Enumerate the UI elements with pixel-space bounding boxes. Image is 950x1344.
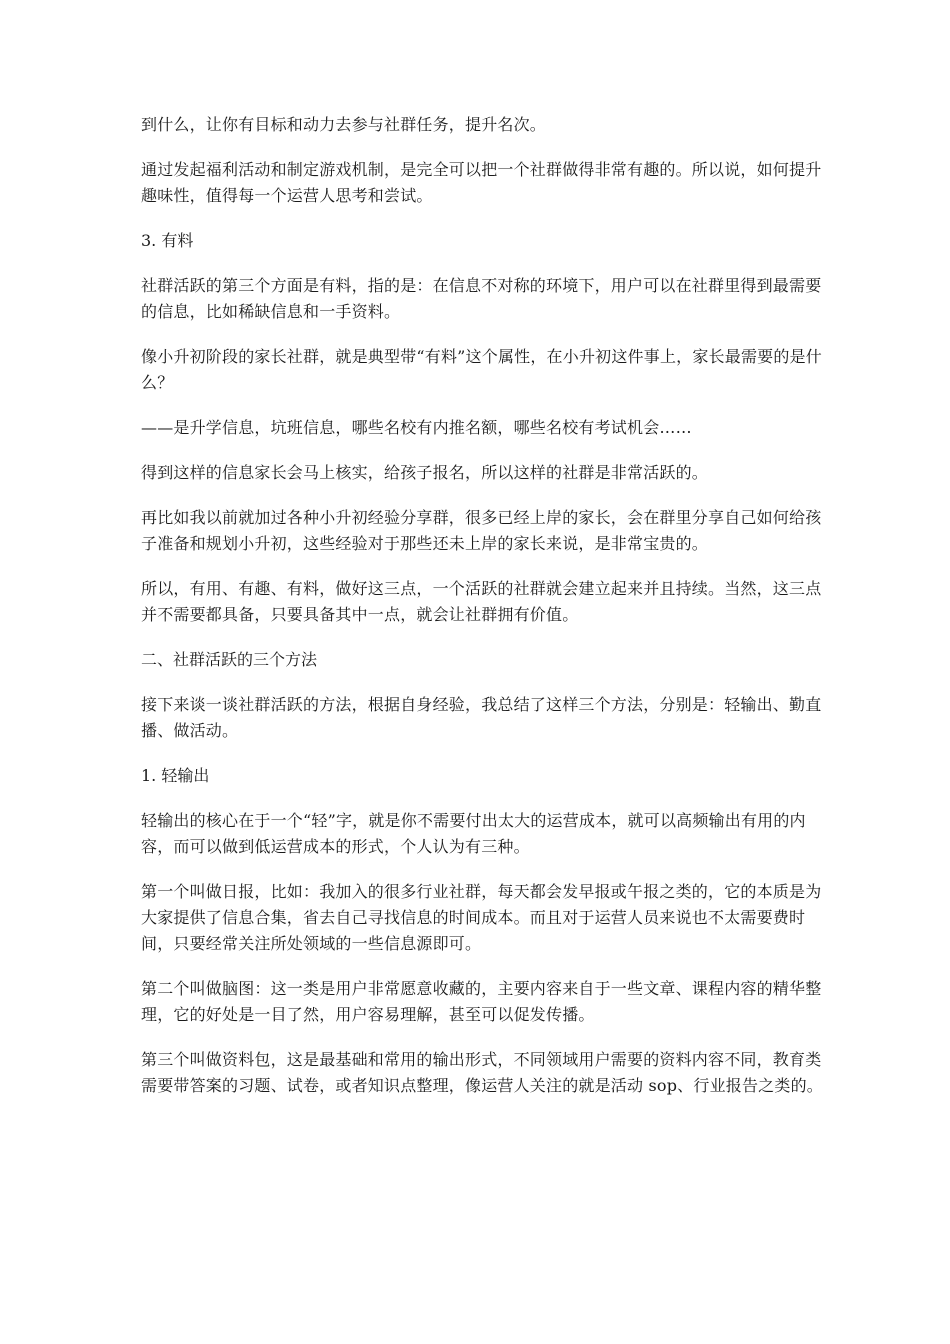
paragraph: 第三个叫做资料包，这是最基础和常用的输出形式，不同领域用户需要的资料内容不同，教育类需要带答案的习题、试卷，或者知识点整理，像运营人关注的就是活动 sop、行业报告之类的。 [141,1050,823,1095]
paragraph: 第一个叫做日报，比如：我加入的很多行业社群，每天都会发早报或午报之类的，它的本质是为大家提供了信息合集，省去自己寻找信息的时间成本。而且对于运营人员来说也不太需要费时间，只要经常关注所处领域的一些信息源即可。 [141,882,822,953]
section-heading: 二、社群活跃的三个方法 [141,650,318,669]
paragraph: 社群活跃的第三个方面是有料，指的是：在信息不对称的环境下，用户可以在社群里得到最需要的信息，比如稀缺信息和一手资料。 [141,276,822,321]
section-heading: 1. 轻输出 [141,766,210,785]
paragraph: 再比如我以前就加过各种小升初经验分享群，很多已经上岸的家长，会在群里分享自己如何给孩子准备和规划小升初，这些经验对于那些还未上岸的家长来说，是非常宝贵的。 [141,508,822,553]
paragraph: 像小升初阶段的家长社群，就是典型带“有料”这个属性，在小升初这件事上，家长最需要的是什么？ [141,347,822,392]
document-body [141,112,831,1118]
paragraph: 得到这样的信息家长会马上核实，给孩子报名，所以这样的社群是非常活跃的。 [141,463,709,482]
paragraph: ——是升学信息，坑班信息，哪些名校有内推名额，哪些名校有考试机会…… [141,418,692,437]
paragraph: 第二个叫做脑图：这一类是用户非常愿意收藏的，主要内容来自于一些文章、课程内容的精华整理，它的好处是一目了然，用户容易理解，甚至可以促发传播。 [141,979,822,1024]
paragraph: 通过发起福利活动和制定游戏机制，是完全可以把一个社群做得非常有趣的。所以说，如何提升趣味性，值得每一个运营人思考和尝试。 [141,160,822,205]
paragraph: 所以，有用、有趣、有料，做好这三点，一个活跃的社群就会建立起来并且持续。当然，这三点并不需要都具备，只要具备其中一点，就会让社群拥有价值。 [141,579,822,624]
section-heading: 3. 有料 [141,231,194,250]
paragraph: 接下来谈一谈社群活跃的方法，根据自身经验，我总结了这样三个方法，分别是：轻输出、勤直播、做活动。 [141,695,822,740]
paragraph: 到什么，让你有目标和动力去参与社群任务，提升名次。 [141,115,547,134]
paragraph: 轻输出的核心在于一个“轻”字，就是你不需要付出太大的运营成本，就可以高频输出有用的内容，而可以做到低运营成本的形式，个人认为有三种。 [141,811,806,856]
